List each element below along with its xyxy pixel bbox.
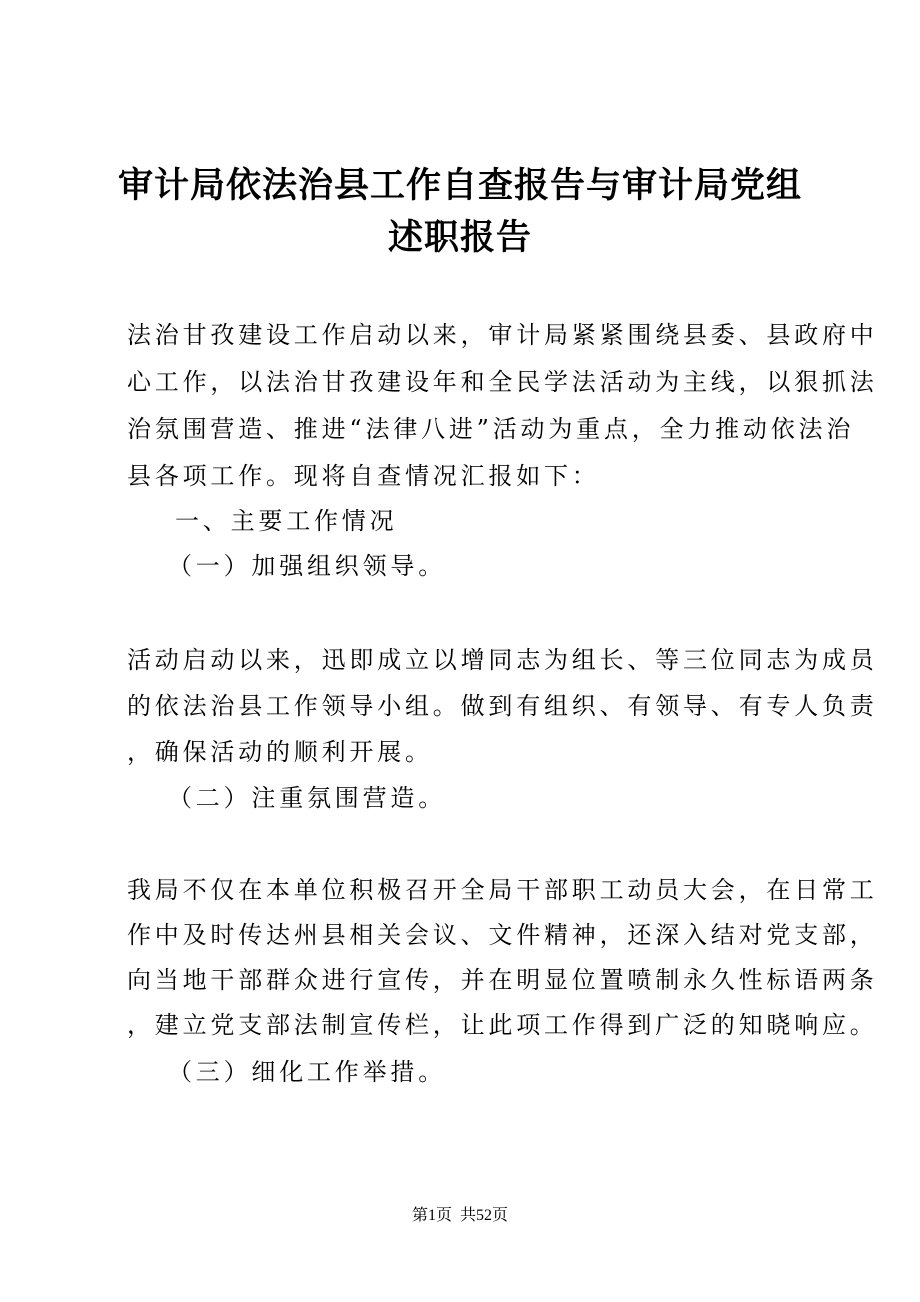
paragraph-line: 心工作，以法治甘孜建设年和全民学法活动为主线，以狠抓法 bbox=[127, 368, 878, 396]
subsection-heading: （三）细化工作举措。 bbox=[168, 1058, 446, 1086]
subsection-heading: （一）加强组织领导。 bbox=[168, 552, 446, 580]
subsection-heading: （二）注重氛围营造。 bbox=[168, 784, 446, 812]
paragraph-line: 治氛围营造、推进“法律八进”活动为重点，全力推动依法治 bbox=[127, 415, 855, 443]
paragraph-line: 作中及时传达州县相关会议、文件精神，还深入结对党支部， bbox=[127, 921, 878, 949]
section-heading: 一、主要工作情况 bbox=[175, 507, 398, 535]
page-number: 第1页 共52页 bbox=[411, 1207, 508, 1224]
title-line: 审计局依法治县工作自查报告与审计局党组 bbox=[117, 165, 802, 206]
paragraph-line: 向当地干部群众进行宣传，并在明显位置喷制永久性标语两条 bbox=[127, 966, 878, 994]
paragraph-line: 法治甘孜建设工作启动以来，审计局紧紧围绕县委、县政府中 bbox=[127, 321, 878, 349]
paragraph-line: 我局不仅在本单位积极召开全局干部职工动员大会，在日常工 bbox=[127, 876, 878, 904]
paragraph-line: 县各项工作。现将自查情况汇报如下： bbox=[127, 462, 600, 490]
document-title bbox=[0, 160, 920, 264]
paragraph-line: 活动启动以来，迅即成立以增同志为组长、等三位同志为成员 bbox=[127, 646, 878, 674]
paragraph-line: ，确保活动的顺利开展。 bbox=[127, 738, 433, 766]
paragraph-line: ，建立党支部法制宣传栏，让此项工作得到广泛的知晓响应。 bbox=[127, 1011, 878, 1039]
paragraph-line: 的依法治县工作领导小组。做到有组织、有领导、有专人负责 bbox=[127, 692, 878, 720]
title-line: 述职报告 bbox=[387, 217, 532, 258]
